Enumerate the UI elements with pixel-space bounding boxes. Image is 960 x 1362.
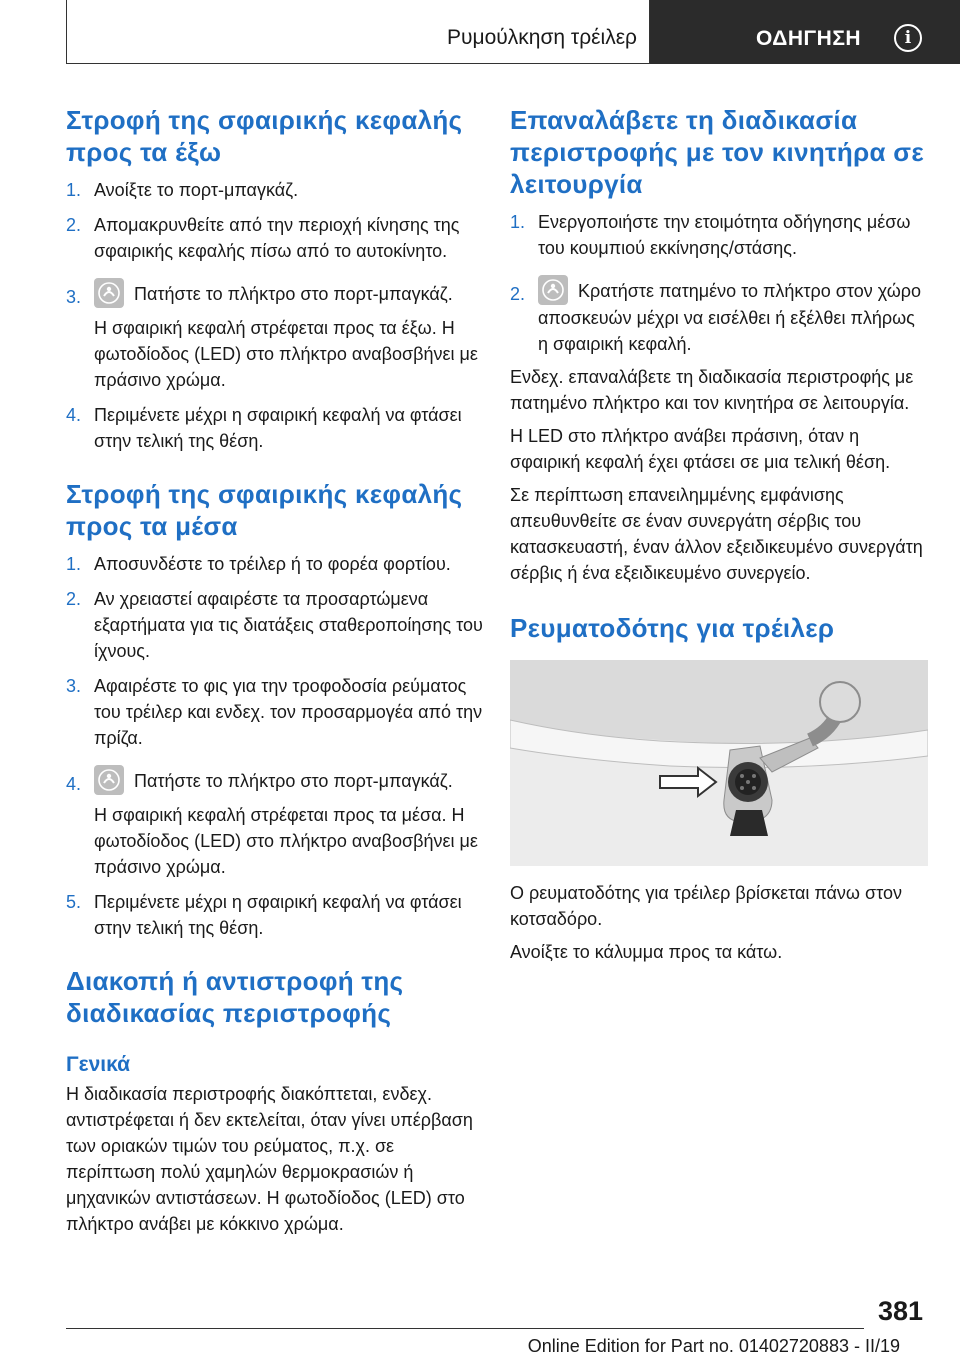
list-item — [66, 889, 484, 941]
paragraph-repeat: Ενδεχ. επαναλάβετε τη διαδικασία περιστροφής με πατημένο πλήκτρο και τον κινητήρα σε λειτουργία. — [510, 367, 914, 413]
section-title: Ρυμούλκηση τρέιλερ — [447, 26, 637, 49]
tailgate-button-icon — [94, 278, 124, 308]
heading-socket: Ρευματοδότης για τρέιλερ — [510, 613, 835, 643]
paragraph-led: Η LED στο πλήκτρο ανάβει πράσινη, όταν η σφαιρική κεφαλή έχει φτάσει σε μια τελική θέση. — [510, 426, 891, 472]
step-number: 4. — [66, 405, 82, 425]
step-number: 1. — [66, 554, 82, 574]
steps-swing-out — [66, 177, 484, 454]
step-result-text: Η σφαιρική κεφαλή στρέφεται προς τα μέσα. Η φωτοδίοδος (LED) στο πλήκτρο αναβοσβήνει με πράσινο χρώμα. — [94, 805, 478, 877]
step-number: 2. — [66, 215, 82, 235]
step-number: 1. — [66, 180, 82, 200]
left-column — [66, 104, 484, 1237]
heading-swing-out: Στροφή της σφαιρικής κεφαλής προς τα έξω — [66, 105, 463, 167]
step-number: 1. — [510, 212, 526, 232]
header-section-tab — [66, 0, 650, 64]
step-text: Κρατήστε πατημένο το πλήκτρο στον χώρο αποσκευών μέχρι να εισέλθει ή εξέλθει πλήρως η σφαιρική κεφαλή. — [538, 281, 922, 354]
trailer-socket-illustration — [510, 660, 928, 866]
step-result-text: Η σφαιρική κεφαλή στρέφεται προς τα έξω. Η φωτοδίοδος (LED) στο πλήκτρο αναβοσβήνει με πράσινο χρώμα. — [94, 318, 478, 390]
header-chapter-tab[interactable] — [650, 0, 960, 64]
right-column — [510, 104, 928, 965]
list-item — [66, 177, 484, 203]
list-item — [66, 212, 484, 264]
paragraph-open-cover: Ανοίξτε το κάλυμμα προς τα κάτω. — [510, 942, 783, 962]
list-item — [66, 765, 484, 880]
steps-repeat — [510, 209, 928, 357]
steps-swing-in — [66, 551, 484, 941]
step-text: Αν χρειαστεί αφαιρέστε τα προσαρτώμενα εξαρτήματα για τις διατάξεις σταθεροποίησης του ίχνους. — [94, 589, 483, 661]
paragraph-general: Η διαδικασία περιστροφής διακόπτεται, ενδεχ. αντιστρέφεται ή δεν εκτελείται, όταν γίνει υπέρβαση των οριακών τιμών του ρεύματος, π.χ. σε περίπτωση πολύ χαμηλών θερμοκρασιών ή μηχανικών αντιστάσεων. Η φωτοδίοδος (LED) στο πλήκτρο ανάβει με κόκκινο χρώμα. — [66, 1084, 473, 1234]
step-text: Απομακρυνθείτε από την περιοχή κίνησης της σφαιρικής κεφαλής πίσω από το αυτοκίνητο. — [94, 215, 460, 261]
paragraph-socket-location: Ο ρευματοδότης για τρέιλερ βρίσκεται πάνω στον κοτσαδόρο. — [510, 883, 902, 929]
tailgate-button-icon — [538, 275, 568, 305]
list-item — [66, 673, 484, 751]
step-number: 2. — [66, 589, 82, 609]
step-number: 5. — [66, 892, 82, 912]
list-item — [66, 551, 484, 577]
info-icon[interactable]: i — [894, 24, 922, 52]
step-number: 4. — [66, 774, 82, 794]
step-number: 3. — [66, 676, 82, 696]
step-text: Πατήστε το πλήκτρο στο πορτ-μπαγκάζ. — [134, 771, 453, 791]
edition-text: Online Edition for Part no. 01402720883 - II/19 — [527, 1336, 900, 1356]
footer-divider — [66, 1328, 864, 1329]
page-number: 381 — [878, 1296, 924, 1326]
step-text: Περιμένετε μέχρι η σφαιρική κεφαλή να φτάσει στην τελική της θέση. — [94, 892, 462, 938]
paragraph-service: Σε περίπτωση επανειλημμένης εμφάνισης απευθυνθείτε σε έναν συνεργάτη σέρβις του κατασκευαστή, έναν άλλον εξειδικευμένο συνεργάτη σέρβις ή ένα εξειδικευμένο συνεργείο. — [510, 485, 923, 583]
list-item — [510, 209, 928, 261]
heading-swing-in: Στροφή της σφαιρικής κεφαλής προς τα μέσα — [66, 479, 463, 541]
subheading-general: Γενικά — [66, 1053, 131, 1076]
step-text: Περιμένετε μέχρι η σφαιρική κεφαλή να φτάσει στην τελική της θέση. — [94, 405, 462, 451]
step-number: 2. — [510, 284, 526, 304]
step-text: Ανοίξτε το πορτ-μπαγκάζ. — [94, 180, 299, 200]
list-item — [510, 275, 928, 357]
heading-repeat: Επαναλάβετε τη διαδικασία περιστροφής με τον κινητήρα σε λειτουργία — [510, 105, 925, 199]
step-text: Ενεργοποιήστε την ετοιμότητα οδήγησης μέσω του κουμπιού εκκίνησης/στάσης. — [538, 212, 911, 258]
tailgate-button-icon — [94, 765, 124, 795]
step-text: Αφαιρέστε το φις για την τροφοδοσία ρεύματος του τρέιλερ και ενδεχ. τον προσαρμογέα από την πρίζα. — [94, 676, 483, 748]
list-item — [66, 402, 484, 454]
heading-interrupt: Διακοπή ή αντιστροφή της διαδικασίας περιστροφής — [66, 966, 404, 1028]
step-number: 3. — [66, 287, 82, 307]
step-text: Αποσυνδέστε το τρέιλερ ή το φορέα φορτίου. — [94, 554, 451, 574]
list-item — [66, 278, 484, 393]
chapter-title: ΟΔΗΓΗΣΗ — [756, 27, 862, 50]
step-text: Πατήστε το πλήκτρο στο πορτ-μπαγκάζ. — [134, 284, 453, 304]
list-item — [66, 586, 484, 664]
